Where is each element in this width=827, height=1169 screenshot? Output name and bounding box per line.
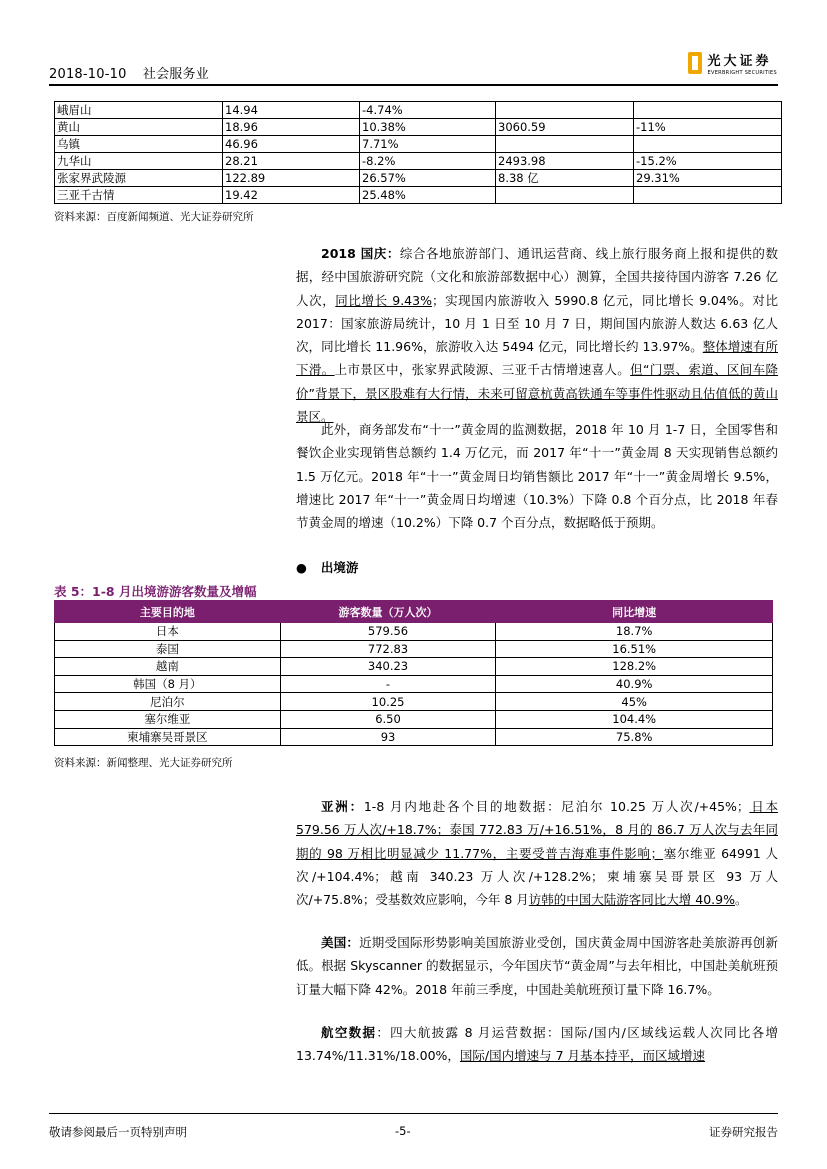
table-cell: 黄山 — [55, 119, 223, 136]
para3-text-b: 塞尔维亚 64991 人次/+104.4%；越南 340.23 万人次/+128.2%；柬埔寨吴哥景区 93 万人次/+75.8%；受基数效应影响，今年 8 月 — [296, 845, 778, 908]
table-cell: 8.38 亿 — [496, 170, 634, 187]
scenic-area-table — [54, 101, 782, 204]
report-sector: 社会服务业 — [142, 67, 209, 82]
table-cell — [496, 136, 634, 153]
table-cell — [496, 187, 634, 204]
table-cell: 25.48% — [360, 187, 496, 204]
table-cell: 128.2% — [496, 658, 773, 676]
paragraph-national-day — [296, 242, 778, 428]
table-cell: 18.7% — [496, 623, 773, 641]
table2-title: 表 5：1-8 月出境游游客数量及增幅 — [54, 584, 257, 599]
table-cell: 6.50 — [280, 710, 496, 728]
paragraph-aviation — [296, 1021, 778, 1068]
table-cell: 3060.59 — [496, 119, 634, 136]
table-cell: 韩国（8 月） — [55, 675, 281, 693]
para2-text: 此外，商务部发布“十一”黄金周的监测数据，2018 年 10 月 1-7 日，全国零售和餐饮企业实现销售总额约 1.4 万亿元，而 2017 年“十一”黄金周 8 天实现销售总额约 1.5 万亿元。2018 年“十一”黄金周日均销售额比 2017 年“十一”黄金周增长 9.5%，增速比 2017 年“十一”黄金周日均增速（10.3%）下降 0.8 个百分点，比 2018 年春节黄金周的增速（10.2%）下降 0.7 个百分点，数据略低于预期。 — [296, 422, 778, 531]
table-cell: 45% — [496, 693, 773, 711]
table-cell: 340.23 — [280, 658, 496, 676]
table2-source: 资料来源：新闻整理、光大证券研究所 — [54, 757, 233, 769]
table-cell: 19.42 — [223, 187, 360, 204]
table-cell: 579.56 — [280, 623, 496, 641]
table-row — [55, 187, 782, 204]
para3-text-c: 。 — [734, 892, 748, 908]
table-cell: 九华山 — [55, 153, 223, 170]
table-cell: 7.71% — [360, 136, 496, 153]
para3-underline-b: 访韩的中国大陆游客同比大增 40.9% — [528, 892, 735, 908]
bullet-icon: ● — [296, 560, 307, 575]
para4-text: 近期受国际形势影响美国旅游业受创，国庆黄金周中国游客赴美旅游再创新低。根据 Skyscanner 的数据显示，今年国庆节“黄金周”与去年相比，中国赴美航班预订量大幅下降 42%。2018 年前三季度，中国赴美航班预订量下降 16.7%。 — [296, 935, 778, 997]
table-cell: -8.2% — [360, 153, 496, 170]
table-row — [55, 675, 773, 693]
para1-underline-c: 但“门票、索道、区间车降价”背景下，景区股难有大行情，未来可留意杭黄高铁通车等事件性驱动且估值低的黄山景区。 — [296, 362, 778, 425]
para1-text-c: 上市景区中，张家界武陵源、三亚千古情增速喜人。 — [334, 362, 631, 378]
para5-text-a: ：四大航披露 8 月运营数据：国际/国内/区域线运载人次同比各增 13.74%/11.31%/18.00%， — [296, 1025, 778, 1064]
table-row — [55, 710, 773, 728]
table-cell: 104.4% — [496, 710, 773, 728]
table-cell: 尼泊尔 — [55, 693, 281, 711]
para5-lead: 航空数据 — [321, 1025, 377, 1040]
table-cell: 10.25 — [280, 693, 496, 711]
para1-text-a: 综合各地旅游部门、通讯运营商、线上旅行服务商上报和提供的数据，经中国旅游研究院（文化和旅游部数据中心）测算，全国共接待国内游客 7.26 亿人次， — [296, 246, 778, 308]
table-cell: 75.8% — [496, 728, 773, 746]
logo-name-en: EVERBRIGHT SECURITIES — [707, 70, 777, 76]
paragraph-usa — [296, 931, 778, 1001]
table-cell: 16.51% — [496, 640, 773, 658]
section-heading-outbound — [296, 558, 358, 576]
table-cell: -11% — [634, 119, 782, 136]
table-row — [55, 153, 782, 170]
report-header — [49, 63, 209, 82]
table-cell: -15.2% — [634, 153, 782, 170]
table-row — [55, 658, 773, 676]
table-cell: 塞尔维亚 — [55, 710, 281, 728]
table1-source: 资料来源：百度新闻频道、光大证券研究所 — [54, 211, 254, 223]
table-row — [55, 170, 782, 187]
table-cell: 张家界武陵源 — [55, 170, 223, 187]
footer-report-type: 证券研究报告 — [709, 1125, 778, 1139]
table-cell: 14.94 — [223, 102, 360, 119]
section-label: 出境游 — [320, 560, 359, 575]
table-cell: 93 — [280, 728, 496, 746]
table-cell — [634, 102, 782, 119]
table-row — [55, 102, 782, 119]
report-date: 2018-10-10 — [49, 67, 127, 82]
para1-underline-a: 同比增长 9.43% — [335, 292, 432, 308]
table-cell: 40.9% — [496, 675, 773, 693]
table-cell: 29.31% — [634, 170, 782, 187]
table-cell: 2493.98 — [496, 153, 634, 170]
outbound-tourism-table — [54, 600, 773, 746]
para1-text-b: ；实现国内旅游收入 5990.8 亿元，同比增长 9.04%。对比 2017：国家旅游局统计，10 月 1 日至 10 月 7 日，期间国内旅游人数达 6.63 亿人次，同比增长 11.96%，旅游收入达 5494 亿元，同比增长约 13.97%。 — [296, 292, 778, 355]
company-logo — [688, 50, 777, 76]
table2-header-visitors: 游客数量（万人次） — [280, 601, 496, 623]
paragraph-retail — [296, 418, 778, 534]
table2-header-destination: 主要目的地 — [55, 601, 281, 623]
table-cell — [634, 136, 782, 153]
table-cell: 泰国 — [55, 640, 281, 658]
para3-underline-a: 日本 579.56 万人次/+18.7%；泰国 772.83 万/+16.51%，8 月的 86.7 万人次与去年同期的 98 万相比明显减少 11.77%，主要受普吉海难事件影响； — [296, 799, 778, 861]
table-cell: 三亚千古情 — [55, 187, 223, 204]
table-cell: -4.74% — [360, 102, 496, 119]
para5-underline-a: 国际/国内增速与 7 月基本持平，而区域增速 — [459, 1048, 706, 1064]
table-cell: 28.21 — [223, 153, 360, 170]
para4-lead: 美国： — [321, 935, 360, 950]
table-cell: 46.96 — [223, 136, 360, 153]
footer-disclaimer: 敬请参阅最后一页特别声明 — [49, 1125, 187, 1139]
table-cell: 772.83 — [280, 640, 496, 658]
para3-lead: 亚洲： — [321, 799, 364, 814]
table-cell: 越南 — [55, 658, 281, 676]
table-cell: 10.38% — [360, 119, 496, 136]
table-cell: 柬埔寨吴哥景区 — [55, 728, 281, 746]
paragraph-asia — [296, 795, 778, 911]
para1-underline-b: 整体增速有所下滑。 — [296, 339, 778, 378]
table-cell — [634, 187, 782, 204]
table-cell: - — [280, 675, 496, 693]
table-cell: 26.57% — [360, 170, 496, 187]
table-cell: 122.89 — [223, 170, 360, 187]
footer-divider — [49, 1113, 778, 1114]
header-divider — [49, 84, 778, 86]
table-row — [55, 728, 773, 746]
table-row — [55, 640, 773, 658]
para1-lead: 2018 国庆： — [321, 246, 400, 261]
table-row — [55, 623, 773, 641]
table-cell: 18.96 — [223, 119, 360, 136]
logo-icon — [688, 52, 702, 74]
page-number: -5- — [395, 1124, 411, 1138]
table-cell: 日本 — [55, 623, 281, 641]
table-row — [55, 693, 773, 711]
table2-header-growth: 同比增速 — [496, 601, 773, 623]
table-cell — [496, 102, 634, 119]
table-cell: 峨眉山 — [55, 102, 223, 119]
logo-name-cn: 光大证券 — [707, 54, 772, 69]
table-row — [55, 119, 782, 136]
table-cell: 乌镇 — [55, 136, 223, 153]
para3-text-a: 1-8 月内地赴各个目的地数据：尼泊尔 10.25 万人次/+45%； — [363, 799, 750, 814]
table-row — [55, 136, 782, 153]
